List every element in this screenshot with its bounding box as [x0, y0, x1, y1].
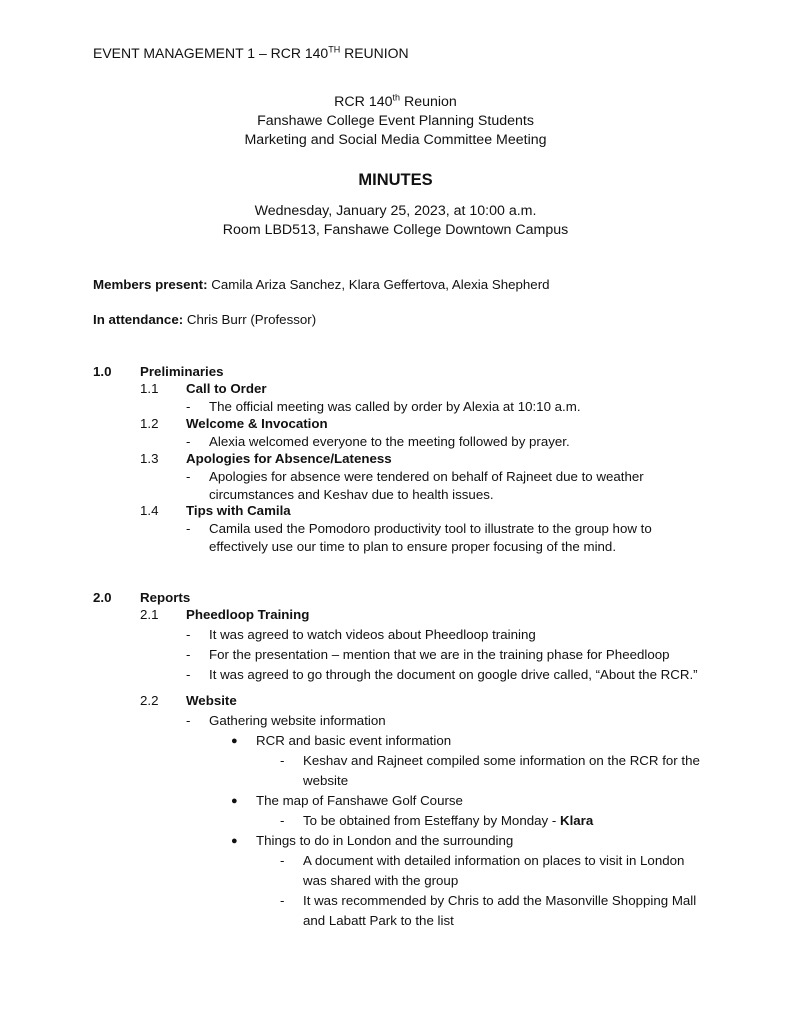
- dash-marker: -: [186, 627, 191, 642]
- subsection-num: 1.2: [140, 416, 159, 431]
- list-item-continued: circumstances and Keshav due to health issues.: [209, 487, 494, 502]
- subsection-title-pheedloop: Pheedloop Training: [186, 607, 310, 622]
- assignee-name: Klara: [559, 813, 594, 828]
- sub-item: Keshav and Rajneet compiled some information on the RCR for the: [303, 753, 700, 768]
- subsection-title-welcome: Welcome & Invocation: [186, 416, 328, 431]
- title-reunion-text: RCR 140: [334, 94, 393, 110]
- bullet-item: Things to do in London and the surrounding: [256, 833, 514, 848]
- list-item: Alexia welcomed everyone to the meeting followed by prayer.: [209, 434, 570, 449]
- subsection-num: 2.2: [140, 693, 159, 708]
- list-item: Gathering website information: [209, 713, 386, 728]
- subsection-num: 1.4: [140, 503, 159, 518]
- dash-marker: -: [186, 647, 191, 662]
- bullet-item: RCR and basic event information: [256, 733, 452, 748]
- bullet-marker: ●: [231, 795, 238, 807]
- attendance-label: In attendance:: [93, 312, 184, 327]
- sub-item-continued: and Labatt Park to the list: [303, 913, 454, 928]
- meeting-date: Wednesday, January 25, 2023, at 10:00 a.m.: [254, 203, 537, 219]
- subsection-title-tips: Tips with Camila: [186, 503, 291, 518]
- list-item: For the presentation – mention that we are in the training phase for Pheedloop: [209, 647, 670, 662]
- list-item: It was agreed to watch videos about Pheedloop training: [209, 627, 536, 642]
- list-item: Apologies for absence were tendered on behalf of Rajneet due to weather: [209, 469, 644, 484]
- dash-marker: -: [186, 521, 191, 536]
- sub-item-text: To be obtained from Esteffany by Monday -: [303, 813, 560, 828]
- title-reunion: [0, 94, 791, 110]
- section-num: 1.0: [93, 364, 112, 379]
- dash-marker: -: [186, 434, 191, 449]
- sub-item: It was recommended by Chris to add the Masonville Shopping Mall: [303, 893, 697, 908]
- dash-marker: -: [280, 813, 285, 828]
- dash-marker: -: [186, 469, 191, 484]
- subsection-title-call-to-order: Call to Order: [186, 381, 267, 396]
- document-header: [93, 45, 409, 61]
- header-text: EVENT MANAGEMENT 1 – RCR 140: [93, 45, 329, 61]
- bullet-marker: ●: [231, 835, 238, 847]
- attendance-list: Chris Burr (Professor): [183, 312, 317, 327]
- dash-marker: -: [280, 753, 285, 768]
- dash-marker: -: [186, 399, 191, 414]
- subsection-num: 1.1: [140, 381, 159, 396]
- subsection-num: 1.3: [140, 451, 159, 466]
- sub-item: A document with detailed information on places to visit in London: [303, 853, 685, 868]
- list-item-continued: effectively use our time to plan to ensure proper focusing of the mind.: [209, 539, 617, 554]
- list-item: The official meeting was called by order by Alexia at 10:10 a.m.: [209, 399, 581, 414]
- dash-marker: -: [186, 713, 191, 728]
- section-title-reports: Reports: [140, 590, 191, 605]
- bullet-item: The map of Fanshawe Golf Course: [256, 793, 463, 808]
- title-reunion-sup: th: [392, 92, 401, 103]
- subsection-num: 2.1: [140, 607, 159, 622]
- dash-marker: -: [186, 667, 191, 682]
- title-reunion-suffix: Reunion: [400, 94, 457, 110]
- sub-item-continued: website: [303, 773, 349, 788]
- section-title-preliminaries: Preliminaries: [140, 364, 224, 379]
- bullet-marker: ●: [231, 735, 238, 747]
- dash-marker: -: [280, 893, 285, 908]
- section-num: 2.0: [93, 590, 112, 605]
- subsection-title-apologies: Apologies for Absence/Lateness: [186, 451, 392, 466]
- sub-item: [303, 813, 593, 828]
- members-label: Members present:: [93, 277, 208, 292]
- title-college: Fanshawe College Event Planning Students: [257, 113, 534, 129]
- list-item: Camila used the Pomodoro productivity tool to illustrate to the group how to: [209, 521, 652, 536]
- in-attendance: [93, 312, 316, 327]
- subsection-title-website: Website: [186, 693, 237, 708]
- minutes-heading: MINUTES: [358, 171, 433, 189]
- sub-item-continued: was shared with the group: [303, 873, 459, 888]
- header-suffix: REUNION: [340, 45, 409, 61]
- meeting-room: Room LBD513, Fanshawe College Downtown Campus: [222, 222, 569, 238]
- dash-marker: -: [280, 853, 285, 868]
- header-sup: TH: [328, 44, 341, 55]
- list-item: It was agreed to go through the document on google drive called, “About the RCR.”: [209, 667, 698, 682]
- members-list: Camila Ariza Sanchez, Klara Geffertova, Alexia Shepherd: [207, 277, 550, 292]
- members-present: [93, 277, 550, 292]
- title-committee: Marketing and Social Media Committee Meeting: [244, 132, 547, 148]
